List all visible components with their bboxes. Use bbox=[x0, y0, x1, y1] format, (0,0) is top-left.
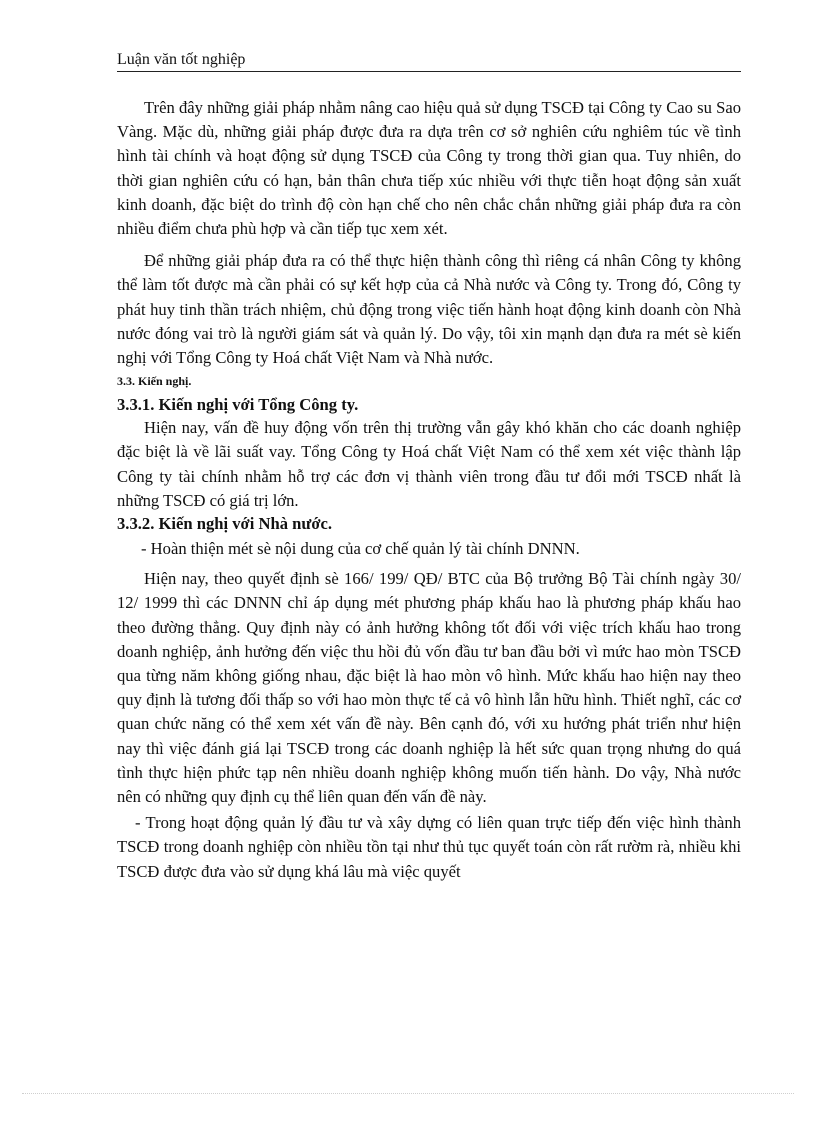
section-heading-3-3-2: 3.3.2. Kiến nghị với Nhà nước. bbox=[117, 514, 333, 534]
paragraph-cooperation: Để những giải pháp đưa ra có thể thực hiện thành công thì riêng cá nhân Công ty không thể làm tốt được mà cần phải có sự kết hợp của cả Nhà nước và Công ty. Trong đó, Công ty phát huy tinh thần trách nhiệm, chủ động trong việc tiến hành hoạt động kinh doanh còn Nhà nước đóng vai trò là người giám sát và quản lý. Do vậy, tôi xin mạnh dạn đưa ra mét sè kiến nghị với Tổng Công ty Hoá chất Việt Nam và Nhà nước. bbox=[117, 251, 741, 368]
paragraph-solutions-summary: Trên đây những giải pháp nhằm nâng cao hiệu quả sử dụng TSCĐ tại Công ty Cao su Sao Vàng. Mặc dù, những giải pháp được đưa ra dựa trên cơ sở nghiên cứu nghiêm túc về tình hình tài chính và hoạt động sử dụng TSCĐ của Công ty trong thời gian qua. Tuy nhiên, do thời gian nghiên cứu có hạn, bản thân chưa tiếp xúc nhiều với thực tiễn hoạt động sản xuất kinh doanh, đặc biệt do trình độ còn hạn chế cho nên chắc chắn những giải pháp đưa ra còn nhiều điểm chưa phù hợp và cần tiếp tục xem xét. bbox=[117, 98, 741, 239]
paragraph-depreciation: Hiện nay, theo quyết định sè 166/ 199/ QĐ/ BTC của Bộ trưởng Bộ Tài chính ngày 30/ 12/ 1999 thì các DNNN chỉ áp dụng mét phương pháp khấu hao là phương pháp khấu hao theo đường thẳng. Quy định này có ảnh hưởng không tốt đối với việc trích khấu hao trong doanh nghiệp, ảnh hưởng đến việc thu hồi đủ vốn đầu tư ban đầu bởi vì mức hao mòn TSCĐ qua từng năm không giống nhau, đặc biệt là hao mòn vô hình. Mức khấu hao hiện nay theo quy định là tương đối thấp so với hao mòn thực tế cả vô hình lẫn hữu hình. Thiết nghĩ, các cơ quan chức năng có thể xem xét vấn đề này. Bên cạnh đó, với xu hướng phát triển như hiện nay thì việc đánh giá lại TSCĐ trong các doanh nghiệp là hết sức quan trọng nhưng do quá tình thực hiện phức tạp nên nhiều doanh nghiệp không muốn tiến hành. Do vậy, Nhà nước nên có những quy định cụ thể liên quan đến vấn đề này. bbox=[117, 569, 741, 807]
page-footer-divider bbox=[22, 1093, 794, 1094]
document-body bbox=[117, 96, 741, 884]
bullet-investment-management: - Trong hoạt động quản lý đầu tư và xây dựng có liên quan trực tiếp đến việc hình thành TSCĐ trong doanh nghiệp còn nhiều tồn tại như thủ tục quyết toán còn rất rườm rà, nhiều khi TSCĐ được đưa vào sử dụng khá lâu mà việc quyết bbox=[117, 813, 741, 881]
bullet-finance-mechanism: - Hoàn thiện mét sè nội dung của cơ chế quản lý tài chính DNNN. bbox=[141, 539, 580, 559]
section-heading-3-3: 3.3. Kiến nghị. bbox=[117, 374, 192, 389]
paragraph-corporation-recommendation: Hiện nay, vấn đề huy động vốn trên thị trường vẫn gây khó khăn cho các doanh nghiệp đặc biệt là về lãi suất vay. Tổng Công ty Hoá chất Việt Nam có thể xem xét việc thành lập Công ty tài chính nhằm hỗ trợ các đơn vị thành viên trong đầu tư đổi mới TSCĐ nhất là những TSCĐ có giá trị lớn. bbox=[117, 418, 741, 510]
section-heading-3-3-1: 3.3.1. Kiến nghị với Tổng Công ty. bbox=[117, 395, 359, 415]
running-header: Luận văn tốt nghiệp bbox=[117, 50, 741, 72]
